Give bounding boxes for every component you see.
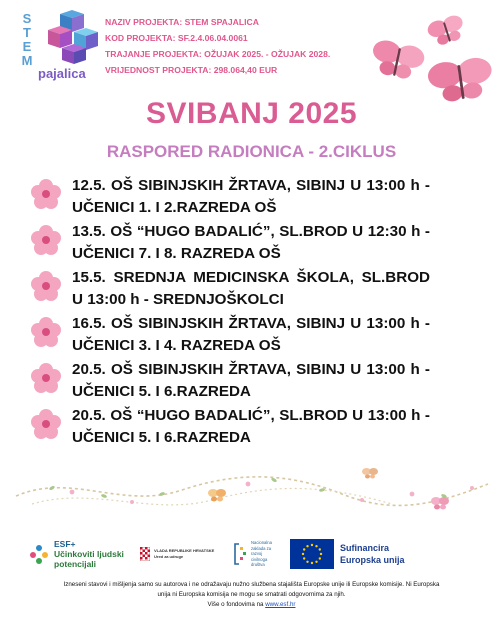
nz-line: civilnoga	[251, 556, 268, 562]
schedule-entry	[30, 313, 430, 359]
flower-icon	[30, 270, 62, 302]
nz-text	[251, 540, 272, 567]
page-subtitle: RASPORED RADIONICA - 2.CIKLUS	[106, 142, 397, 161]
esf-line: Učinkoviti ljudski	[54, 549, 124, 559]
disclaimer	[20, 580, 483, 610]
esf-line: ESF+	[54, 539, 76, 549]
disclaimer-prefix: Više o fondovima na	[207, 601, 266, 608]
schedule-entry-text: 15.5. SREDNJA MEDICINSKA ŠKOLA, SL.BROD U 13:00 h - SREDNJOŠKOLCI	[72, 269, 430, 308]
flower-icon	[30, 316, 62, 348]
stem-pajalica-logo	[6, 8, 98, 84]
esf-line: potencijali	[54, 559, 97, 569]
vlada-line: VLADA REPUBLIKE HRVATSKE	[154, 548, 215, 553]
disclaimer-line: unija ni Europska komisija ne mogu se smatrati odgovornima za njih.	[157, 591, 346, 598]
esf-text	[54, 539, 124, 569]
footer-logos	[28, 536, 478, 572]
schedule-entry	[30, 221, 430, 267]
esf-link[interactable]: www.esf.hr	[265, 601, 296, 608]
project-info	[105, 14, 330, 78]
nz-logo	[234, 536, 272, 572]
esf-people-icon	[28, 543, 50, 565]
project-value: VRIJEDNOST PROJEKTA: 298.064,40 EUR	[105, 65, 278, 75]
logo-letter: S	[22, 11, 32, 26]
eu-flag-icon	[290, 539, 334, 569]
logo-letter: M	[21, 53, 33, 68]
vlada-text	[154, 548, 214, 560]
nz-line: Nacionalna	[251, 540, 272, 546]
schedule-entry	[30, 359, 430, 405]
schedule-list	[30, 175, 430, 451]
esf-logo	[28, 536, 124, 572]
eu-logo	[290, 536, 405, 572]
logo-cubes-icon	[44, 10, 102, 64]
schedule-entry-text: 20.5. OŠ “HUGO BADALIĆ”, SL.BROD U 13:00 h - UČENICI 5. I 6.RAZREDA	[72, 407, 430, 446]
vlada-line: Ured za udruge	[154, 554, 184, 559]
flower-icon	[30, 362, 62, 394]
vlada-logo	[140, 536, 214, 572]
disclaimer-line: Izneseni stavovi i mišljenja samo su autorova i ne odražavaju nužno službena stajališta Europske unije ili Europske komisije. Ni Europska	[63, 581, 440, 588]
logo-letter: E	[22, 39, 32, 54]
schedule-entry	[30, 267, 430, 313]
page-title: SVIBANJ 2025	[145, 97, 358, 130]
nz-line: društva	[251, 562, 265, 568]
nz-line: razvoj	[251, 551, 263, 557]
schedule-entry-text: 16.5. OŠ SIBINJSKIH ŽRTAVA, SIBINJ U 13:00 h - UČENICI 3. I 4. RAZREDA OŠ	[72, 315, 430, 354]
flower-icon	[30, 408, 62, 440]
bracket-mark-icon	[234, 543, 248, 565]
eu-line: Sufinancira	[340, 543, 390, 553]
flower-icon	[30, 224, 62, 256]
disclaimer-line	[20, 600, 483, 610]
schedule-entry-text: 12.5. OŠ SIBINJSKIH ŽRTAVA, SIBINJ U 13:00 h - UČENICI 1. I 2.RAZREDA OŠ	[72, 177, 430, 216]
butterflies-icon	[373, 10, 493, 110]
schedule-entry-text: 20.5. OŠ SIBINJSKIH ŽRTAVA, SIBINJ U 13:00 h - UČENICI 5. I 6.RAZREDA	[72, 361, 430, 400]
vine-butterfly-decoration	[12, 466, 492, 516]
schedule-entry	[30, 175, 430, 221]
logo-word: pajalica	[38, 66, 86, 81]
logo-stem-letters	[20, 12, 34, 68]
nz-line: zaklada za	[251, 545, 272, 551]
flower-icon	[30, 178, 62, 210]
schedule-entry	[30, 405, 430, 451]
eu-line: Europska unija	[340, 555, 405, 565]
croatian-coat-of-arms-icon	[140, 547, 150, 561]
logo-letter: T	[23, 25, 31, 40]
project-code: KOD PROJEKTA: SF.2.4.06.04.0061	[105, 33, 248, 43]
schedule-entry-text: 13.5. OŠ “HUGO BADALIĆ”, SL.BROD U 12:30 h - UČENICI 7. I 8. RAZREDA OŠ	[72, 223, 430, 262]
project-name: NAZIV PROJEKTA: STEM SPAJALICA	[105, 17, 259, 27]
eu-text	[340, 542, 405, 566]
project-duration: TRAJANJE PROJEKTA: OŽUJAK 2025. - OŽUJAK 2028.	[105, 49, 331, 59]
